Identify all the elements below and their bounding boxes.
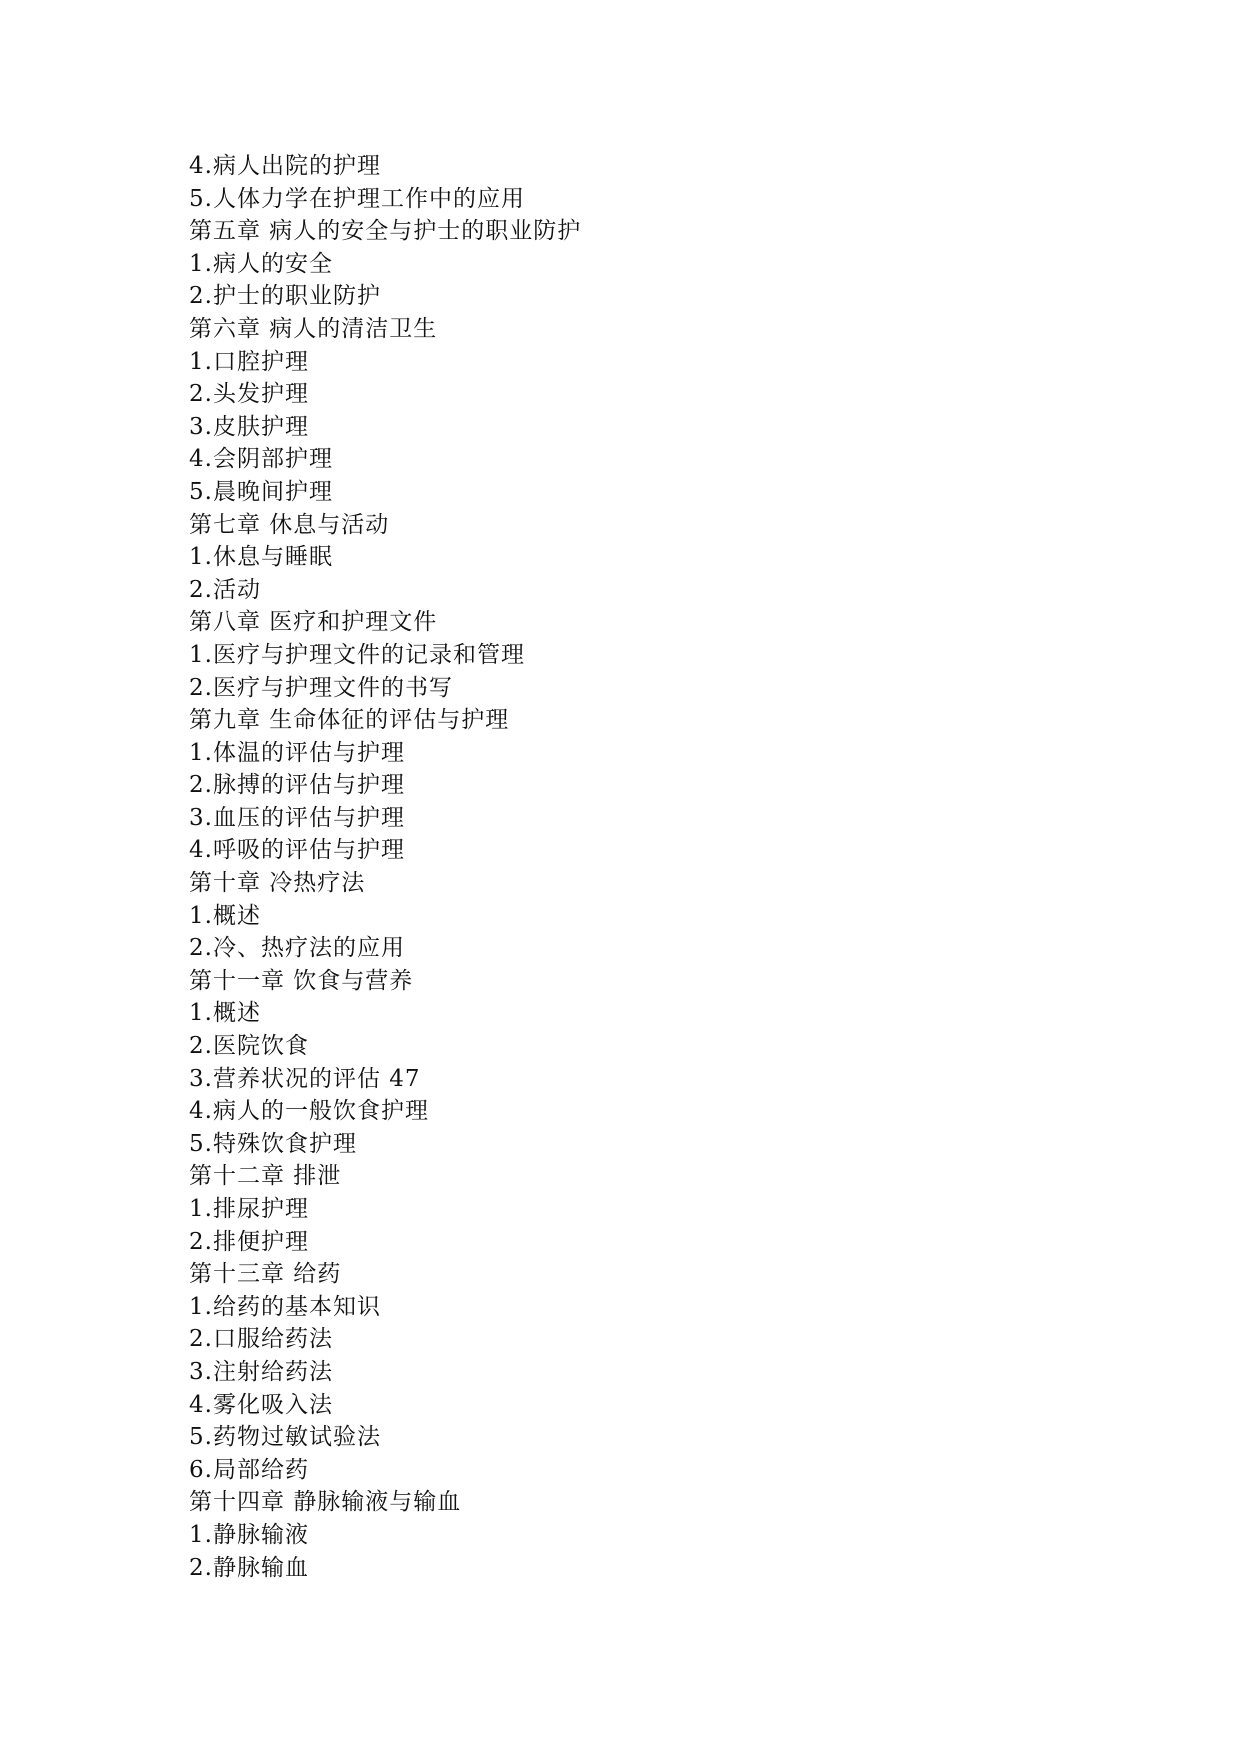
- toc-chapter: 第十三章 给药: [189, 1261, 342, 1288]
- toc-chapter: 第十章 冷热疗法: [189, 870, 366, 897]
- toc-entry: 5.人体力学在护理工作中的应用: [189, 185, 525, 212]
- toc-entry: 3.血压的评估与护理: [189, 804, 405, 831]
- toc-entry: 5.晨晚间护理: [189, 478, 333, 505]
- toc-entry: 2.护士的职业防护: [189, 283, 381, 310]
- toc-entry: 2.排便护理: [189, 1228, 309, 1255]
- toc-entry: 3.皮肤护理: [189, 413, 309, 440]
- toc-entry: 1.医疗与护理文件的记录和管理: [189, 641, 525, 668]
- toc-entry: 2.医院饮食: [189, 1033, 309, 1060]
- toc-entry: 2.头发护理: [189, 381, 309, 408]
- toc-entry: 1.休息与睡眠: [189, 544, 333, 571]
- toc-entry: 1.概述: [189, 1000, 261, 1027]
- toc-entry: 2.口服给药法: [189, 1326, 333, 1353]
- toc-entry: 6.局部给药: [189, 1456, 309, 1483]
- toc-entry: 4.会阴部护理: [189, 446, 333, 473]
- toc-entry: 3.注射给药法: [189, 1358, 333, 1385]
- toc-entry: 3.营养状况的评估 47: [189, 1065, 421, 1092]
- toc-chapter: 第六章 病人的清洁卫生: [189, 315, 438, 342]
- toc-chapter: 第五章 病人的安全与护士的职业防护: [189, 218, 582, 245]
- toc-chapter: 第七章 休息与活动: [189, 511, 390, 538]
- toc-entry: 4.呼吸的评估与护理: [189, 837, 405, 864]
- toc-entry: 5.药物过敏试验法: [189, 1424, 381, 1451]
- toc-entry: 4.病人出院的护理: [189, 153, 381, 179]
- table-of-contents: [189, 150, 581, 1584]
- toc-chapter: 第十四章 静脉输液与输血: [189, 1489, 462, 1516]
- toc-chapter: 第十一章 饮食与营养: [189, 967, 414, 994]
- toc-entry: 4.雾化吸入法: [189, 1391, 333, 1418]
- toc-entry: 2.静脉输血: [189, 1554, 309, 1581]
- toc-entry: 2.活动: [189, 576, 261, 603]
- toc-entry: 2.冷、热疗法的应用: [189, 935, 405, 962]
- toc-entry: 1.静脉输液: [189, 1521, 309, 1548]
- toc-entry: 1.给药的基本知识: [189, 1293, 381, 1320]
- toc-entry: 1.概述: [189, 902, 261, 929]
- toc-entry: 4.病人的一般饮食护理: [189, 1098, 429, 1125]
- toc-entry: 5.特殊饮食护理: [189, 1130, 357, 1157]
- toc-chapter: 第八章 医疗和护理文件: [189, 609, 438, 636]
- toc-entry: 1.体温的评估与护理: [189, 739, 405, 766]
- toc-entry: 1.排尿护理: [189, 1196, 309, 1222]
- toc-chapter: 第九章 生命体征的评估与护理: [189, 707, 510, 734]
- toc-entry: 1.病人的安全: [189, 250, 333, 277]
- toc-chapter: 第十二章 排泄: [189, 1163, 342, 1190]
- toc-entry: 2.脉搏的评估与护理: [189, 772, 405, 799]
- toc-entry: 2.医疗与护理文件的书写: [189, 674, 453, 701]
- toc-entry: 1.口腔护理: [189, 348, 309, 375]
